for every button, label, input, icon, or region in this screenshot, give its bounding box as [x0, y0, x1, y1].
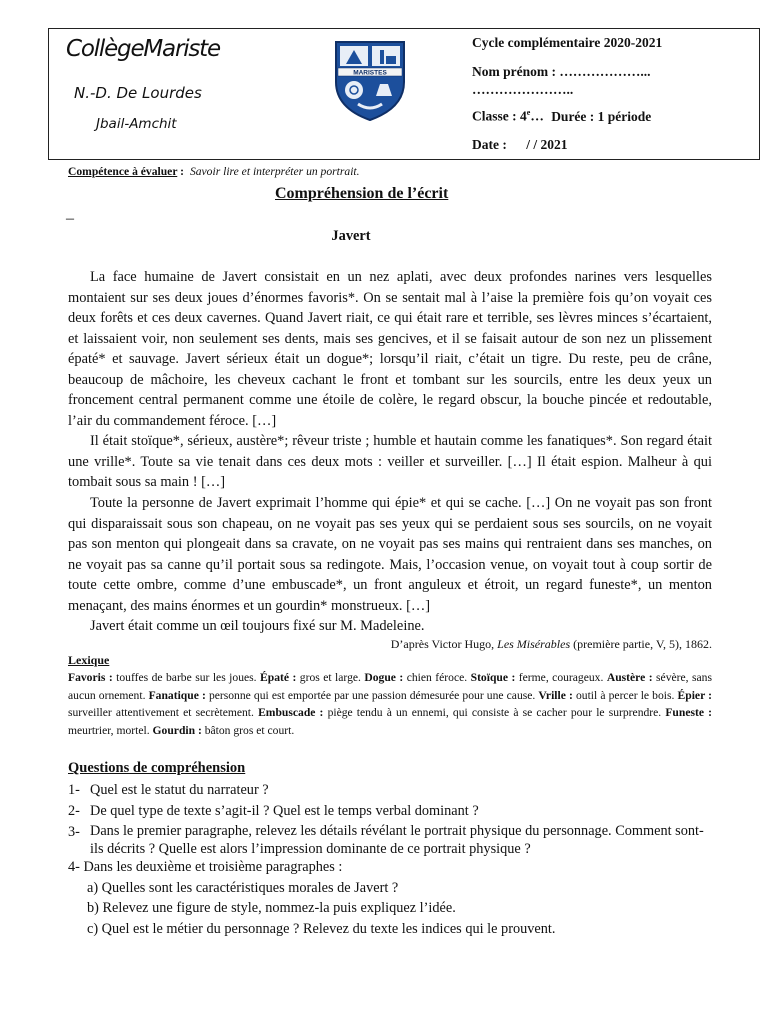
- school-name: CollègeMariste: [66, 36, 220, 62]
- source-citation: [68, 637, 712, 652]
- lexique-term: Favoris :: [68, 671, 113, 684]
- lexique-term: Fanatique :: [148, 688, 206, 702]
- competence-value: Savoir lire et interpréter un portrait.: [189, 165, 360, 178]
- lexique-term: Embuscade :: [258, 706, 324, 720]
- lexique-def: outil à percer le bois.: [572, 688, 678, 702]
- date-value: / / 2021: [526, 137, 568, 152]
- lexique-term: Dogue :: [364, 671, 404, 684]
- question-1: [68, 780, 718, 801]
- competence-colon: :: [177, 165, 187, 178]
- competence-label: Compétence à évaluer: [68, 165, 178, 178]
- lexique-def: chien féroce.: [403, 671, 471, 684]
- question-4a: a) Quelles sont les caractéristiques morales de Javert ?: [87, 880, 399, 896]
- question-text: Quel est le statut du narrateur ?: [90, 782, 269, 798]
- paragraph-3: Toute la personne de Javert exprimait l’homme qui épie* et qui se cache. […] On ne voyait pas son front qui disparaissait sous son chapeau, on ne voyait pas ses yeux qui se perdaient sous ses sourcils, on ne voyait pas son menton qui plongeait dans sa cravate, on ne voyait pas ses mains qui rentraient dans ses manches, on ne voyait pas sa canne qu’il portait sous sa redingote. Mais, l’occasion venue, on voyait tout à coup sortir de toute cette ombre, comme d’une embuscade*, un front anguleux et étroit, un regard funeste*, un menton menaçant, des mains énormes et un gourdin* monstrueux. […]: [68, 495, 712, 614]
- lexique-term: Austère :: [606, 671, 653, 684]
- lexique-def: gros et large.: [296, 671, 365, 684]
- lexique-def: personne qui est emportée par une passion démesurée pour une cause.: [205, 688, 539, 702]
- lexique-def: ferme, courageux.: [515, 671, 607, 684]
- dash-mark: –: [66, 210, 74, 227]
- paragraph-1: La face humaine de Javert consistait en un nez aplati, avec deux profondes narines vers lesquelles montaient sur ses deux joues d’énormes favoris*. On se sentait mal à l’aise la première fois qu’on voyait ces deux forêts et ces deux cavernes. Quand Javert riait, ce qui était rare et terrible, ses lèvres minces s’écartaient, et laissaient voir, non seulement ses dents, mais ses gencives, et il se faisait autour de son nez un plissement épaté* et sauvage. Javert sérieux était un dogue*; lorsqu’il riait, c’était un tigre. Du reste, peu de crâne, beaucoup de mâchoire, les cheveux cachant le front et tombant sur les sourcils, entre les deux yeux un froncement central permanent comme une étoile de colère, le regard obscur, la bouche pincée et redoutable, l’air du commandement féroce. […]: [68, 269, 712, 429]
- date-line: [472, 137, 568, 153]
- name-field-dots: …………………..: [472, 82, 574, 97]
- question-text: Dans le premier paragraphe, relevez les détails révélant le portrait physique du personnage. Comment sont-ils décrits ? Quelle est alors l’impression dominante de ce portrait physique ?: [90, 823, 704, 857]
- source-work: Les Misérables: [497, 637, 571, 651]
- section-title: Compréhension de l’écrit: [275, 185, 449, 202]
- question-4: 4- Dans les deuxième et troisième paragraphes :: [68, 859, 343, 875]
- question-4c: c) Quel est le métier du personnage ? Relevez du texte les indices qui le prouvent.: [87, 921, 556, 937]
- class-duration-line: [472, 108, 651, 125]
- lexique-def: sévère, sans aucun ornement.: [68, 671, 712, 702]
- question-text: De quel type de texte s’agit-il ? Quel est le temps verbal dominant ?: [90, 803, 479, 819]
- question-2: [68, 801, 718, 822]
- cycle-label: Cycle complémentaire 2020-2021: [472, 35, 663, 50]
- lexique-title: Lexique: [68, 653, 110, 667]
- lexique-def: piège tendu à un ennemi, qui consiste à se cacher pour le surprendre.: [323, 706, 666, 720]
- lexique-term: Gourdin :: [152, 723, 202, 737]
- lexique-body: [68, 669, 712, 739]
- lexique-term: Stoïque :: [470, 671, 516, 684]
- school-location: Jbail-Amchit: [96, 116, 177, 132]
- paragraph-2: Il était stoïque*, sérieux, austère*; rêveur triste ; humble et hautain comme les fanatiques*. Son regard était une vrille*. Toute sa vie tenait dans ces deux mots : veiller et surveiller. […] Il était espion. Malheur à qui tombait sous sa main ! […]: [68, 433, 712, 490]
- lexique-term: Épier :: [677, 688, 712, 702]
- paragraph-4: Javert était comme un œil toujours fixé sur M. Madeleine.: [90, 618, 425, 634]
- question-number: 3-: [68, 824, 80, 840]
- date-label: Date :: [472, 137, 507, 152]
- lexique-term: Épaté :: [260, 671, 297, 684]
- source-suffix: (première partie, V, 5), 1862.: [570, 637, 712, 651]
- competence-line: [68, 165, 360, 178]
- school-logo-icon: [332, 38, 408, 122]
- class-label: Classe : 4: [472, 108, 527, 124]
- question-number: 2-: [68, 803, 80, 819]
- school-branch: N.-D. De Lourdes: [74, 84, 202, 102]
- lexique-def: meurtrier, mortel.: [68, 723, 153, 737]
- question-3: [68, 822, 718, 858]
- lexique-def: bâton gros et court.: [201, 723, 295, 737]
- question-4b: b) Relevez une figure de style, nommez-la puis expliquez l’idée.: [87, 900, 456, 916]
- class-after: …: [530, 108, 548, 124]
- lexique-term: Vrille :: [538, 688, 573, 702]
- lexique-def: surveiller attentivement et secrètement.: [68, 706, 259, 720]
- lexique-term: Funeste :: [665, 706, 712, 720]
- class-sup: e: [526, 108, 531, 117]
- questions-title: Questions de compréhension: [68, 760, 246, 776]
- duration-label: Durée : 1 période: [551, 108, 652, 124]
- source-prefix: D’après Victor Hugo,: [390, 637, 498, 651]
- logo-text: MARISTES: [353, 69, 387, 77]
- question-number: 1-: [68, 782, 80, 798]
- name-field-label: Nom prénom : ………………...: [472, 64, 651, 79]
- text-title: Javert: [331, 228, 371, 244]
- lexique-def: touffes de barbe sur les joues.: [112, 671, 261, 684]
